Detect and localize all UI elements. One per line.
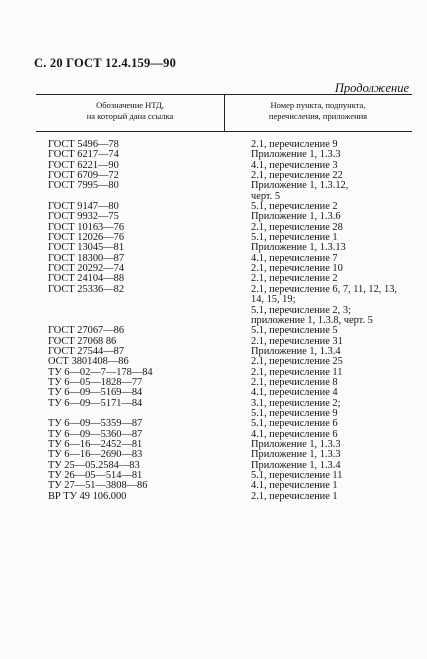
document-designation: ГОСТ 6217—74 [48,149,119,161]
page-header: С. 20 ГОСТ 12.4.159—90 [34,56,177,70]
section-reference: Приложение 1, 1.3.4 [251,459,341,471]
section-reference: 3.1, перечисление 2; [251,397,341,409]
document-designation: ГОСТ 7995—80 [48,180,119,192]
document-designation: ТУ 6—09—5359—87 [48,418,143,430]
section-reference: 14, 15, 19; [251,294,296,306]
document-designation: ТУ 6—16—2452—81 [48,438,143,450]
document-designation: ГОСТ 6221—90 [48,159,119,171]
section-reference: 5.1, перечисление 6 [251,418,338,430]
document-designation: ТУ 26—05—514—81 [48,470,143,481]
document-designation: ТУ 27—51—3808—86 [48,480,148,492]
section-reference: Приложение 1, 1.3.3 [251,449,341,461]
document-designation: ГОСТ 12026—76 [48,232,125,244]
table-row [0,295,427,305]
section-reference: 2.1, перечисление 25 [251,356,343,368]
column-header-section-line-2: перечисления, приложения [268,110,368,121]
document-designation: ГОСТ 27068 86 [48,335,117,347]
document-designation: ТУ 6—09—5171—84 [48,397,143,409]
section-reference: 2.1, перечисление 2 [251,273,338,285]
table-header-rule [36,131,412,132]
document-designation: ТУ 6—09—5169—84 [48,387,143,399]
document-designation: ГОСТ 10163—76 [48,221,125,233]
column-header-section [224,100,412,121]
document-designation: ГОСТ 24104—88 [48,273,125,285]
table-row [0,326,427,336]
section-reference: Приложение 1, 1.3.12, [251,180,349,192]
section-reference: 5.1, перечисление 5 [251,325,338,337]
section-reference: Приложение 1, 1.3.3 [251,149,341,161]
section-reference: 2.1, перечисление 11 [251,366,343,378]
section-reference: 2.1, перечисление 6, 7, 11, 12, 13, [251,283,397,295]
column-header-document-line-2: на который дана ссылка [86,110,174,121]
section-reference: 2.1, перечисление 22 [251,170,343,182]
section-reference: 4.1, перечисление 4 [251,387,338,399]
table-row [0,399,427,409]
document-designation: ВР ТУ 49 106.000 [48,490,127,502]
section-reference: Приложение 1, 1.3.6 [251,211,341,223]
document-designation: ГОСТ 18300—87 [48,252,125,264]
document-designation: ГОСТ 27067—86 [48,325,125,337]
section-reference: 2.1, перечисление 28 [251,221,343,233]
document-designation: ГОСТ 9932—75 [48,211,119,223]
section-reference: 4.1, перечисление 7 [251,252,338,264]
section-reference: 5.1, перечисление 9 [251,407,338,419]
section-reference: 5.1, перечисление 2, 3; [251,304,351,316]
section-reference: Приложение 1, 1.3.4 [251,345,341,357]
column-header-document-line-1: Обозначение НТД, [96,100,164,110]
document-designation: ГОСТ 13045—81 [48,242,125,254]
continuation-label: Продолжение [334,81,409,95]
section-reference: 5.1, перечисление 2 [251,201,338,213]
column-header-section-line-1: Номер пункта, подпункта, [270,100,366,110]
document-designation: ГОСТ 6709—72 [48,170,119,182]
section-reference: Приложение 1, 1.3.3 [251,438,341,450]
section-reference: 4.1, перечисление 1 [251,480,338,492]
section-reference: 2.1, перечисление 10 [251,263,343,275]
section-reference: 2.1, перечисление 1 [251,490,338,502]
section-reference: 4.1, перечисление 6 [251,428,338,440]
document-designation: ТУ 6—09—5360—87 [48,428,143,440]
document-designation: ТУ 6—05—1828—77 [48,376,143,388]
section-reference: 2.1, перечисление 31 [251,335,343,347]
table-row [0,285,427,295]
section-reference: 2.1, перечисление 9 [251,139,338,150]
section-reference: 5.1, перечисление 11 [251,470,343,481]
document-designation: ГОСТ 27544—87 [48,345,125,357]
section-reference: Приложение 1, 1.3.13 [251,242,346,254]
document-designation: ГОСТ 20292—74 [48,263,125,275]
section-reference: черт. 5 [251,190,281,202]
table-row [0,492,427,502]
table-row [0,181,427,191]
document-designation: ТУ 6—02—7—178—84 [48,366,153,378]
section-reference: приложение 1, 1.3.8, черт. 5 [251,314,373,326]
document-designation: ТУ 25—05.2584—83 [48,459,140,471]
document-designation: ОСТ 3801408—86 [48,356,129,368]
table-row [0,357,427,367]
section-reference: 5.1, перечисление 1 [251,232,338,244]
section-reference: 2.1, перечисление 8 [251,376,338,388]
document-designation: ГОСТ 9147—80 [48,201,119,213]
section-reference: 4.1, перечисление 3 [251,159,338,171]
document-designation: ГОСТ 5496—78 [48,139,119,150]
reference-table-body [0,140,427,502]
document-designation: ГОСТ 25336—82 [48,283,125,295]
document-designation: ТУ 6—16—2690—83 [48,449,143,461]
column-header-document [36,100,224,121]
